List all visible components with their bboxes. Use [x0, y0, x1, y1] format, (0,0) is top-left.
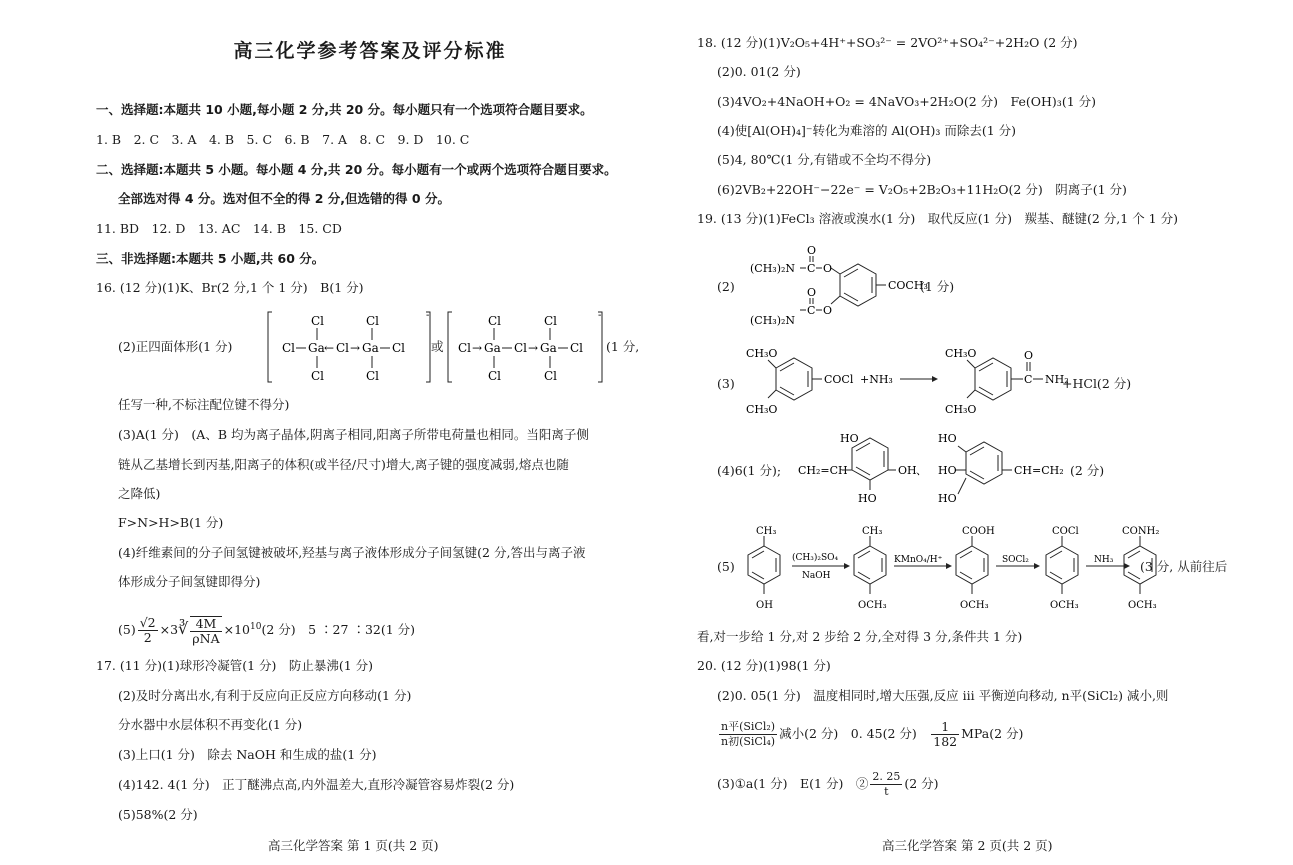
q16-part1: 16. (12 分)(1)K、Br(2 分,1 个 1 分) B(1 分) [96, 280, 364, 295]
chem-arrow: → [350, 341, 361, 355]
chem-reagent: SOCl₂ [1002, 555, 1029, 565]
chem-reagent: NH₃ [1094, 555, 1114, 565]
chem-cl-label: Cl [544, 314, 558, 328]
q20-part1: 20. (12 分)(1)98(1 分) [697, 658, 831, 673]
svg-text:-: - [598, 310, 602, 321]
chem-hydroxyl: HO [938, 492, 957, 505]
chem-reagent: KMnO₄/H⁺ [894, 555, 943, 565]
chem-ga-label: Ga [484, 341, 501, 355]
q16-part4-line2: 体形成分子间氢键即得分) [118, 574, 261, 589]
chem-o: O [807, 286, 817, 299]
chem-dimethylamino: (CH₃)₂N [750, 262, 796, 275]
chem-acyl-chloride: COCl [1052, 526, 1079, 537]
chem-reagent: (CH₃)₂SO₄ [792, 553, 839, 563]
chem-ammonia: +NH₃ [860, 373, 893, 386]
q16-part5-prefix: (5) [118, 622, 136, 638]
q16-part3-line3: 之降低) [118, 486, 161, 501]
q19-part5-note: 看,对一步给 1 分,对 2 步给 2 分,全对得 3 分,条件共 1 分) [697, 629, 1023, 644]
q20-part3 [717, 766, 939, 802]
page-title: 高三化学参考答案及评分标准 [233, 40, 507, 62]
q18-part3: (3)4VO₂+4NaOH+O₂ = 4NaVO₃+2H₂O(2 分) Fe(OH)₃(1 分) [717, 94, 1096, 109]
q17-part1: 17. (11 分)(1)球形冷凝管(1 分) 防止暴沸(1 分) [96, 658, 374, 673]
page-footer-1: 高三化学答案 第 1 页(共 2 页) [268, 838, 439, 853]
q16-part3-line1: (3)A(1 分) (A、B 均为离子晶体,阴离子相同,阳离子所带电荷量也相同。当阳离子侧 [118, 427, 589, 442]
q16-part5-exponent: 10 [250, 622, 262, 632]
q19-part4-score: (2 分) [1070, 463, 1105, 478]
ga2cl7-structure-1 [266, 310, 432, 386]
q16-part3-electronegativity: F>N>H>B(1 分) [118, 515, 224, 530]
chem-methoxy: CH₃O [945, 403, 977, 416]
chem-amide: CONH₂ [1122, 526, 1160, 537]
q17-part4: (4)142. 4(1 分) 正丁醚沸点高,内外温差大,直形冷凝管容易炸裂(2 分) [118, 777, 515, 792]
section-1-heading: 一、选择题:本题共 10 小题,每小题 2 分,共 20 分。每小题只有一个选项符合题目要求。 [96, 102, 593, 117]
chem-cl-label: Cl [488, 369, 502, 383]
q17-part5: (5)58%(2 分) [118, 807, 198, 822]
q17-part2-line1: (2)及时分离出水,有利于反应向正反应方向移动(1 分) [118, 688, 412, 703]
ga2cl7-structure-2 [446, 310, 612, 386]
q19-part4-label: (4)6(1 分); [717, 463, 782, 478]
q19-part1: 19. (13 分)(1)FeCl₃ 溶液或溴水(1 分) 取代反应(1 分) 羰基、醚键(2 分,1 个 1 分) [697, 211, 1178, 226]
q18-part5: (5)4, 80℃(1 分,有错或不全均不得分) [717, 152, 932, 167]
section-1-answers: 1. B 2. C 3. A 4. B 5. C 6. B 7. A 8. C 9. D 10. C [96, 132, 470, 147]
frac-numerator: 4M [190, 617, 221, 632]
chem-cl-label: Cl [544, 369, 558, 383]
chem-methoxy: OCH₃ [1128, 600, 1157, 611]
q20-part2-unit: MPa(2 分) [961, 726, 1024, 741]
chem-acetyl: COCH₃ [888, 279, 928, 292]
section-2-heading-cont: 全部选对得 4 分。选对但不全的得 2 分,但选错的得 0 分。 [118, 191, 450, 206]
q18-part1: 18. (12 分)(1)V₂O₅+4H⁺+SO₃²⁻ = 2VO²⁺+SO₄²⁻+2H₂O (2 分) [697, 35, 1078, 50]
chem-cl-label: Cl [514, 341, 528, 355]
frac-denominator: t [884, 785, 889, 798]
chem-methoxy: OCH₃ [858, 600, 887, 611]
chem-hydroxyl: OH [756, 600, 773, 611]
q16-part5-times: ×3 [159, 622, 179, 638]
q19-part2-label: (2) [717, 279, 735, 294]
q19-part2-structure [748, 242, 948, 334]
chem-cl-label: Cl [570, 341, 584, 355]
q16-part5-tail: (2 分) 5 ∶27 ∶32(1 分) [261, 622, 416, 638]
right-page [660, 0, 1293, 865]
chem-cl-label: Cl [366, 369, 380, 383]
q19-part5-synthesis-route [740, 522, 1160, 618]
q16-part4-line1: (4)纤维素间的分子间氢键被破坏,羟基与离子液体形成分子间氢键(2 分,答出与离子液 [118, 545, 586, 560]
chem-methyl: CH₃ [756, 526, 777, 537]
chem-ga-label: Ga [308, 341, 325, 355]
frac-denominator: 182 [933, 734, 958, 749]
chem-carboxyl: COOH [962, 526, 995, 537]
q20-part3-text: (3)①a(1 分) E(1 分) ② [717, 776, 869, 791]
chem-cl-label: Cl [282, 341, 296, 355]
chem-methoxy: OCH₃ [1050, 600, 1079, 611]
chem-hydroxyl: HO [840, 432, 859, 445]
chem-hydroxyl: HO [938, 432, 957, 445]
svg-text:、: 、 [916, 464, 927, 477]
q19-part5-score: (3 分, 从前往后 [1140, 559, 1228, 574]
chem-cl-label: Cl [392, 341, 406, 355]
chem-cl-label: Cl [311, 369, 325, 383]
q16-part2-note: 任写一种,不标注配位键不得分) [118, 397, 290, 412]
frac-denominator: n初(SiCl₄) [721, 735, 776, 748]
frac-numerator: n平(SiCl₂) [721, 720, 776, 733]
chem-c: C [807, 262, 816, 275]
chem-c: C [807, 304, 816, 317]
chem-hydroxyl: HO [938, 464, 957, 477]
svg-text:-: - [426, 310, 430, 321]
q17-part2-line2: 分水器中水层体积不再变化(1 分) [118, 717, 303, 732]
chem-ga-label: Ga [540, 341, 557, 355]
frac-numerator: 2. 25 [872, 770, 901, 783]
q18-part4: (4)使[Al(OH)₄]⁻转化为难溶的 Al(OH)₃ 而除去(1 分) [717, 123, 1017, 138]
q16-or: 或 [431, 339, 444, 354]
chem-c: C [1024, 373, 1033, 386]
section-2-answers: 11. BD 12. D 13. AC 14. B 15. CD [96, 221, 342, 236]
q19-part2-score: (1 分) [920, 279, 955, 294]
q18-part2: (2)0. 01(2 分) [717, 64, 801, 79]
chem-vinyl: CH=CH₂ [1014, 464, 1064, 477]
chem-methyl: CH₃ [862, 526, 883, 537]
frac-numerator: 1 [931, 720, 959, 735]
chem-hydroxyl: HO [858, 492, 877, 505]
chem-o: O [823, 304, 833, 317]
q16-part3-line2: 链从乙基增长到丙基,阳离子的体积(或半径/尺寸)增大,离子键的强度减弱,熔点也随 [118, 457, 569, 472]
q16-part5: (5) $\frac{√2}{2}$ ×3∛ $\frac{4M}{\text{ρNA}}$ $\times 10^{10}(2$ 分) 5 ∶27 ∶32(1 分) [118, 615, 416, 646]
page-footer-2: 高三化学答案 第 2 页(共 2 页) [882, 838, 1053, 853]
section-3-heading: 三、非选择题:本题共 5 小题,共 60 分。 [96, 251, 325, 266]
q20-part2-line1: (2)0. 05(1 分) 温度相同时,增大压强,反应 iii 平衡逆向移动, n平(SiCl₂) 减小,则 [717, 688, 1169, 703]
chem-arrow: → [528, 341, 539, 355]
chem-cl-label: Cl [458, 341, 472, 355]
chem-vinyl: CH₂=CH [798, 464, 848, 477]
q18-part6: (6)2VB₂+22OH⁻−22e⁻ = V₂O₅+2B₂O₃+11H₂O(2 分) 阴离子(1 分) [717, 182, 1127, 197]
chem-cl-label: Cl [336, 341, 350, 355]
q20-part2-line2 [717, 716, 1023, 752]
chem-methoxy: CH₃O [746, 403, 778, 416]
chem-cl-label: Cl [311, 314, 325, 328]
chem-methoxy: CH₃O [945, 347, 977, 360]
chem-o: O [823, 262, 833, 275]
chem-dimethylamino: (CH₃)₂N [750, 314, 796, 327]
q20-part3-score: (2 分) [904, 776, 939, 791]
chem-cl-label: Cl [488, 314, 502, 328]
q16-part5-power: ×10 [223, 622, 250, 638]
frac-denominator: ρNA [192, 630, 220, 646]
chem-hydroxyl: OH [898, 464, 917, 477]
q20-part2-text: 减小(2 分) 0. 45(2 分) [779, 726, 917, 741]
q19-part3-label: (3) [717, 376, 735, 391]
q19-part3-score: +HCl(2 分) [1062, 376, 1132, 391]
q16-part2-label: (2)正四面体形(1 分) [118, 339, 233, 354]
frac-denominator: 2 [143, 630, 152, 646]
q17-part3: (3)上口(1 分) 除去 NaOH 和生成的盐(1 分) [118, 747, 377, 762]
chem-o: O [807, 244, 817, 257]
section-2-heading: 二、选择题:本题共 5 小题。每小题 4 分,共 20 分。每小题有一个或两个选项符合题目要求。 [96, 162, 617, 177]
chem-arrow: ← [324, 341, 335, 355]
chem-arrow: → [472, 341, 483, 355]
frac-numerator: √2 [139, 615, 156, 631]
chem-ga-label: Ga [362, 341, 379, 355]
chem-cl-label: Cl [366, 314, 380, 328]
q19-part5-label: (5) [717, 559, 735, 574]
chem-methoxy: CH₃O [746, 347, 778, 360]
chem-reagent: NaOH [802, 571, 831, 581]
chem-methoxy: OCH₃ [960, 600, 989, 611]
chem-acyl-chloride: COCl [824, 373, 854, 386]
chem-o: O [1024, 349, 1034, 362]
chem-amino: NH₂ [1045, 373, 1069, 386]
q16-part2-score: (1 分, [606, 339, 640, 354]
